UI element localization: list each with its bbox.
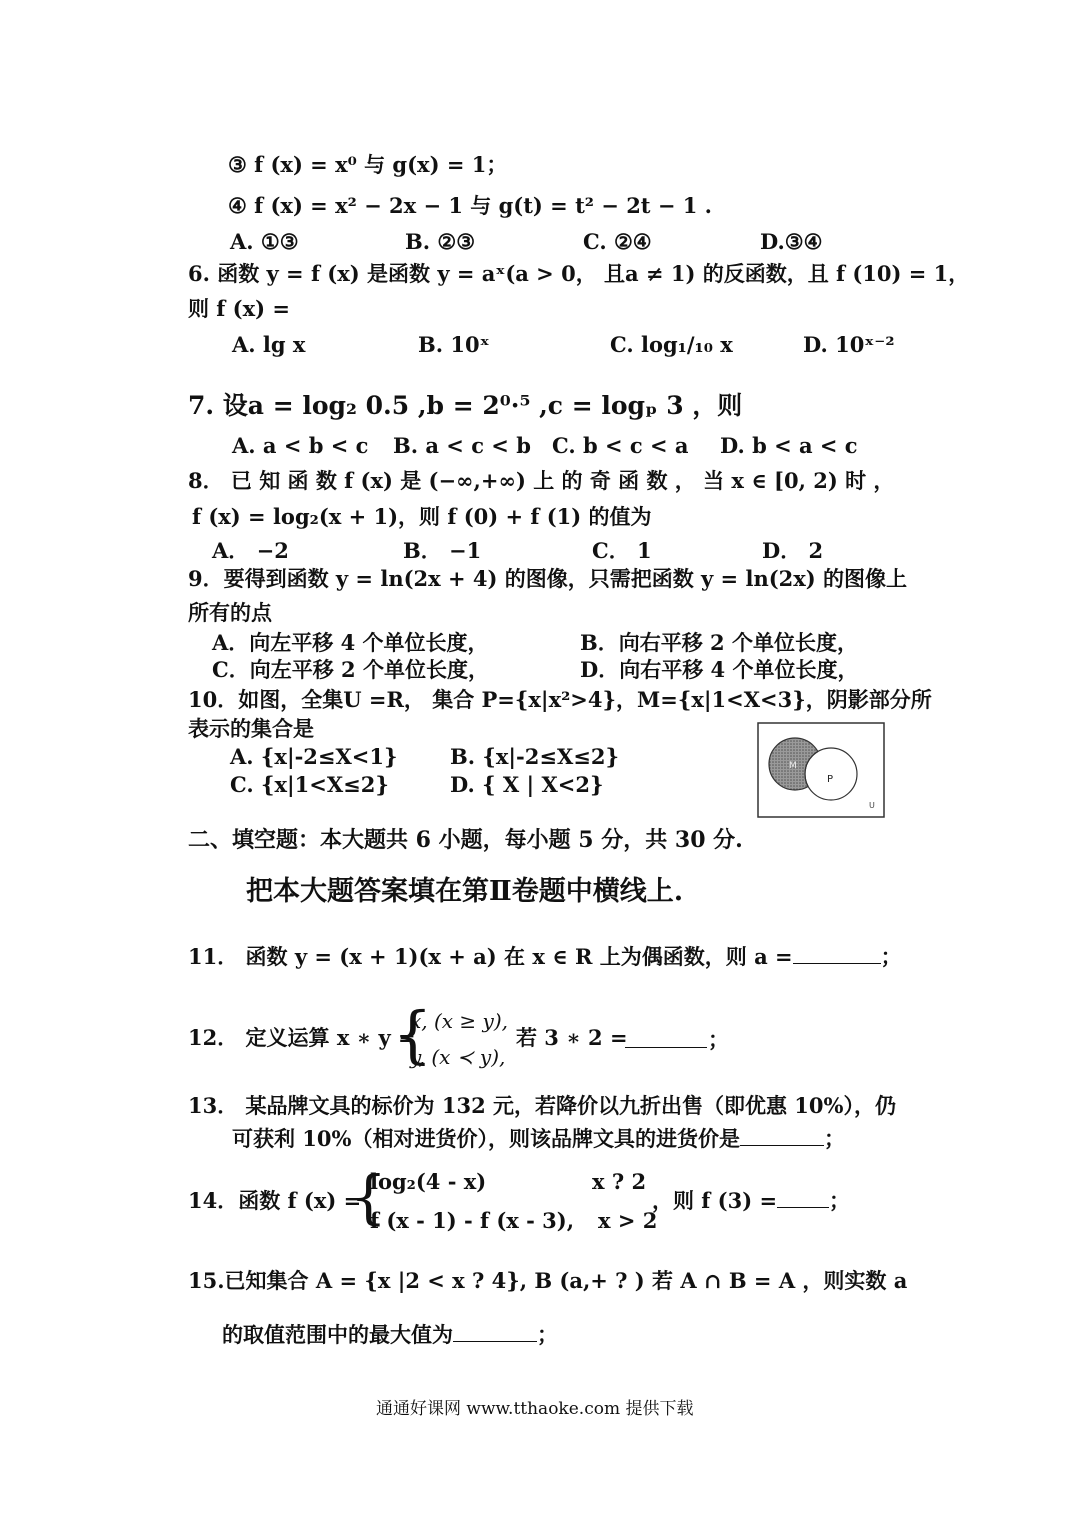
q11-end: ； (880, 944, 902, 969)
q10-option-d: D. { X | X<2} (450, 772, 604, 797)
q7-stem: 7. 设a = log₂ 0.5 ,b = 2⁰·⁵ ,c = logₚ 3 ，则 (188, 391, 743, 420)
q14-row-tail (652, 1188, 850, 1214)
q8-option-a: A． −2 (212, 538, 289, 563)
q9-option-c: C．向左平移 2 个单位长度， (212, 657, 489, 682)
q5-option-b: B. ②③ (405, 229, 476, 254)
q14-brace: { (350, 1163, 387, 1231)
venn-label-u: U (869, 801, 875, 810)
q8-stem: 8． 已 知 函 数 f (x) 是 (−∞,+∞) 上 的 奇 函 数 ， 当 x ∈ [0, 2) 时 ， (188, 468, 895, 493)
section-2-instruction: 把本大题答案填在第Ⅱ卷题中横线上. (246, 876, 684, 907)
q11-row (188, 944, 902, 970)
q15-end: ； (537, 1322, 558, 1347)
q13-stem: 13． 某品牌文具的标价为 132 元，若降价以九折出售（即优惠 10%），仍 (188, 1093, 896, 1118)
q6-option-b: B. 10ˣ (418, 332, 490, 357)
q15-stem: 15.已知集合 A = {x |2 < x ? 4}, B (a,+ ? ) 若 A ∩ B = A ，则实数 a (188, 1268, 908, 1293)
q14-case-1-expr: log₂(4 - x) (370, 1169, 487, 1194)
q7-option-a: A. a < b < c (232, 433, 369, 458)
q14-case-2-expr: f (x - 1) - f (x - 3), (370, 1208, 575, 1233)
q14-end: ； (829, 1188, 851, 1213)
q15-text: 的取值范围中的最大值为 (222, 1322, 453, 1347)
q13-row-2 (232, 1126, 845, 1152)
q7-option-b: B. a < c < b (393, 433, 531, 458)
q6-option-a: A. lg x (232, 332, 306, 357)
q6-stem-2: 则 f (x) = (188, 296, 290, 321)
venn-label-p: P (827, 774, 834, 785)
q10-option-a: A. {x|-2≤X<1} (230, 744, 398, 769)
q13-text: 可获利 10%（相对进货价），则该品牌文具的进货价是 (232, 1126, 740, 1151)
q14-text: 14．函数 f (x) = (188, 1188, 362, 1213)
venn-diagram (757, 722, 885, 818)
q12-end: ； (708, 1027, 729, 1052)
item-4-line: ④ f (x) = x² − 2x − 1 与 g(t) = t² − 2t − 1 . (228, 193, 712, 218)
q13-answer-blank[interactable] (740, 1141, 824, 1146)
q5-option-c: C. ②④ (583, 229, 652, 254)
venn-label-m: M (789, 761, 797, 771)
q11-text: 11． 函数 y = (x + 1)(x + a) 在 x ∈ R 上为偶函数，则 a = (188, 944, 793, 969)
q10-stem: 10．如图，全集U =R， 集合 P={x|x²>4}，M={x|1<X<3}，阴影部分所 (188, 687, 932, 712)
q9-option-d: D．向右平移 4 个单位长度， (580, 657, 859, 682)
q8-option-c: C． 1 (592, 538, 652, 563)
q14-case-2-cond: x > 2 (598, 1208, 658, 1233)
q7-option-d: D. b < a < c (720, 433, 858, 458)
q10-stem-2: 表示的集合是 (188, 716, 314, 741)
q7-option-c: C. b < c < a (552, 433, 689, 458)
q5-option-a: A. ①③ (230, 229, 299, 254)
q10-option-c: C. {x|1<X≤2} (230, 772, 389, 797)
q15-answer-blank[interactable] (453, 1337, 537, 1342)
section-2-heading: 二、填空题：本大题共 6 小题，每小题 5 分，共 30 分. (188, 827, 743, 853)
q12-tail: 若 3 ∗ 2 = (516, 1025, 628, 1050)
q9-stem: 9．要得到函数 y = ln(2x + 4) 的图像，只需把函数 y = ln(2x) 的图像上 (188, 566, 908, 591)
q15-row-2 (222, 1322, 558, 1348)
page-footer: 通通好课网 www.tthaoke.com 提供下载 (376, 1399, 694, 1419)
q9-option-a: A．向左平移 4 个单位长度， (212, 630, 489, 655)
q12-case-2: y, (x ≺ y), (410, 1045, 506, 1069)
q6-option-c: C. log₁/₁₀ x (610, 332, 733, 357)
item-3-line: ③ f (x) = x⁰ 与 g(x) = 1； (228, 152, 508, 177)
q8-stem-2: f (x) = log₂(x + 1)，则 f (0) + f (1) 的值为 (192, 504, 652, 529)
q11-answer-blank[interactable] (793, 959, 881, 964)
q6-stem: 6. 函数 y = f (x) 是函数 y = aˣ(a > 0， 且a ≠ 1) 的反函数，且 f (10) = 1， (188, 261, 970, 286)
q12-brace: { (393, 998, 433, 1071)
q6-option-d: D. 10ˣ⁻² (803, 332, 895, 357)
q10-option-b: B. {x|-2≤X≤2} (450, 744, 619, 769)
q8-option-d: D． 2 (762, 538, 824, 563)
q5-option-d: D.③④ (760, 229, 823, 254)
q12-text: 12． 定义运算 x ∗ y = (188, 1025, 416, 1050)
q12-answer-blank[interactable] (625, 1043, 707, 1048)
q9-stem-2: 所有的点 (188, 600, 272, 625)
q14-case-1-cond: x ? 2 (592, 1169, 647, 1194)
q9-option-b: B．向右平移 2 个单位长度， (580, 630, 858, 655)
q8-option-b: B． −1 (403, 538, 482, 563)
q14-tail: ，则 f (3) = (652, 1188, 778, 1213)
q12-case-1: x, (x ≥ y), (410, 1009, 509, 1033)
q13-end: ； (824, 1126, 845, 1151)
q14-answer-blank[interactable] (777, 1203, 829, 1208)
